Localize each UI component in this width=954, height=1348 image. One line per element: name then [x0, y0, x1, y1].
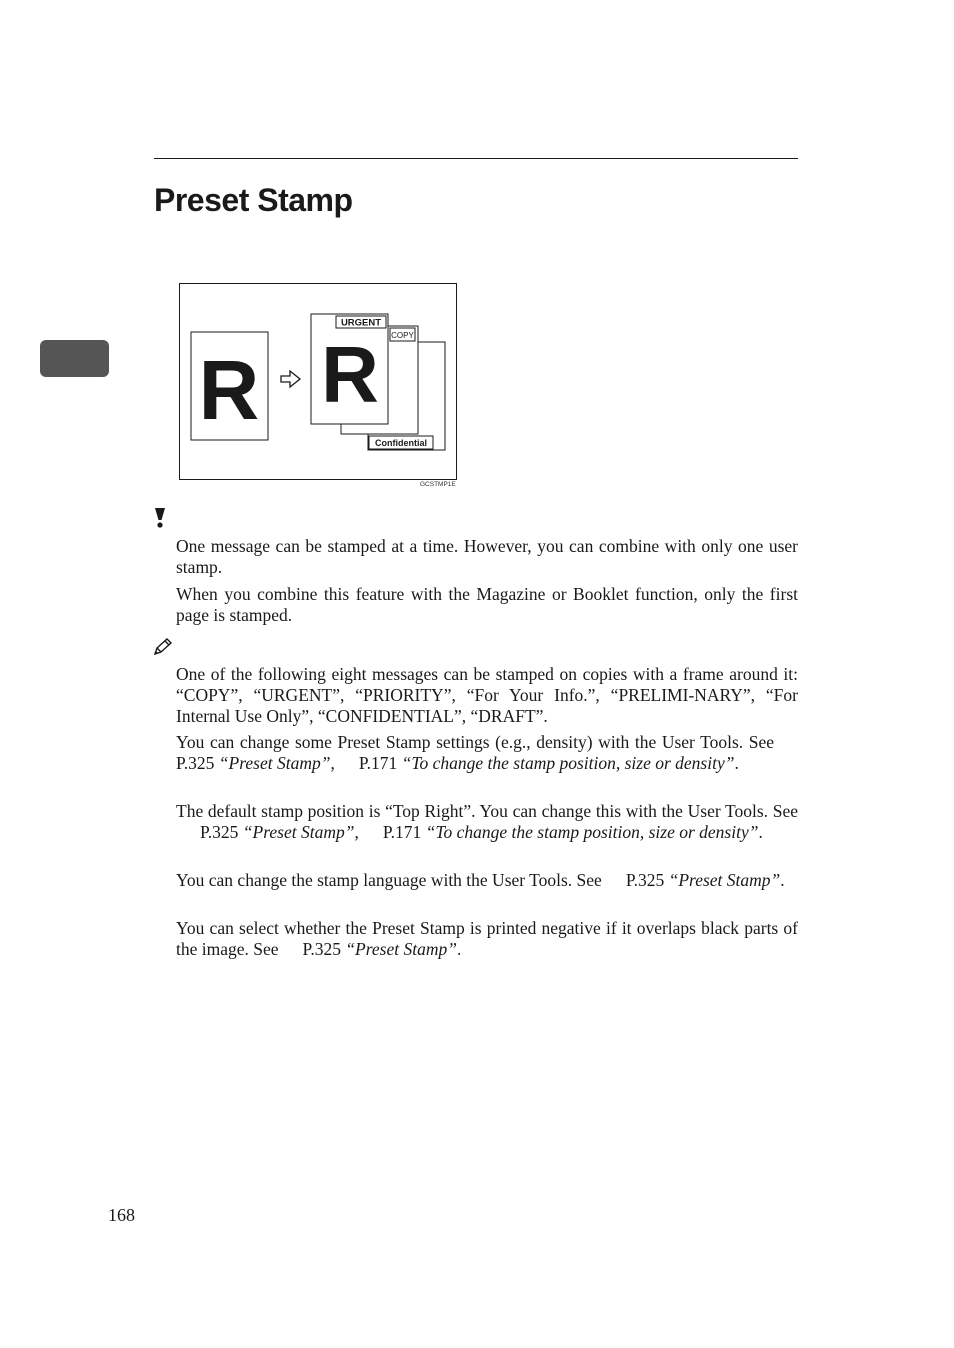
note-item-3 — [176, 801, 798, 843]
hollow-right-arrow-icon — [281, 371, 300, 387]
note-item-3-sep: , — [354, 822, 359, 842]
note-item-5 — [176, 918, 798, 960]
note-item-2-text: You can change some Preset Stamp settings (e.g., density) with the User Tools. See — [176, 732, 774, 752]
note-item-5-ref1-title: “Preset Stamp” — [345, 939, 457, 959]
note-item-2 — [176, 732, 798, 774]
note-item-5-end: . — [456, 939, 462, 959]
note-item-4-text: You can change the stamp language with the User Tools. See — [176, 870, 602, 890]
urgent-stamp: URGENT — [340, 317, 382, 329]
note-item-4-ref1-page: P.325 — [625, 870, 665, 890]
note-item-3-end: . — [758, 822, 763, 842]
limitation-item-2: When you combine this feature with the Magazine or Booklet function, only the first page is stamped. — [176, 584, 798, 625]
note-item-1: One of the following eight messages can be stamped on copies with a frame around it: “COPY”, “URGENT”, “PRIORITY”, “For Your Info.”, “PRELIMI-NARY”, “For Internal Use Only”, “CONFIDENTIAL”, “DRAFT”. — [176, 664, 798, 726]
figure-caption: GCSTMP1E — [420, 481, 456, 488]
note-item-3-ref2-title: “To change the stamp position, size or density” — [425, 822, 759, 842]
note-item-3-ref1-page: P.325 — [200, 822, 239, 842]
note-item-2-ref2-title: “To change the stamp position, size or density” — [401, 753, 735, 773]
copy-letter: R — [321, 330, 379, 419]
pencil-icon — [153, 638, 173, 656]
confidential-stamp: Confidential — [375, 438, 427, 448]
copy-stamp: COPY — [391, 331, 414, 340]
chapter-tab — [40, 340, 109, 377]
note-item-3-text: The default stamp position is “Top Right”. You can change this with the User Tools. See — [176, 801, 798, 821]
note-item-2-ref2-page: P.171 — [358, 753, 398, 773]
preset-stamp-figure — [179, 283, 457, 480]
original-letter: R — [198, 343, 260, 437]
note-item-5-text: You can select whether the Preset Stamp is printed negative if it overlaps black parts of the image. See — [176, 918, 798, 959]
stamp-illustration — [180, 284, 456, 479]
note-item-5-ref1-page: P.325 — [302, 939, 341, 959]
note-item-2-sep: , — [330, 753, 335, 773]
note-item-2-ref1-page: P.325 — [176, 753, 215, 773]
page-title: Preset Stamp — [154, 182, 353, 218]
note-item-4 — [176, 870, 798, 891]
limitation-item-1: One message can be stamped at a time. However, you can combine with only one user stamp. — [176, 536, 798, 577]
note-item-4-ref1-title: “Preset Stamp” — [668, 870, 781, 890]
page-number: 168 — [108, 1205, 135, 1225]
note-item-2-end: . — [734, 753, 739, 773]
important-icon — [152, 507, 168, 529]
note-item-3-ref2-page: P.171 — [382, 822, 422, 842]
note-item-2-ref1-title: “Preset Stamp” — [218, 753, 331, 773]
note-item-4-end: . — [780, 870, 785, 890]
header-rule — [154, 158, 798, 159]
note-item-3-ref1-title: “Preset Stamp” — [242, 822, 355, 842]
